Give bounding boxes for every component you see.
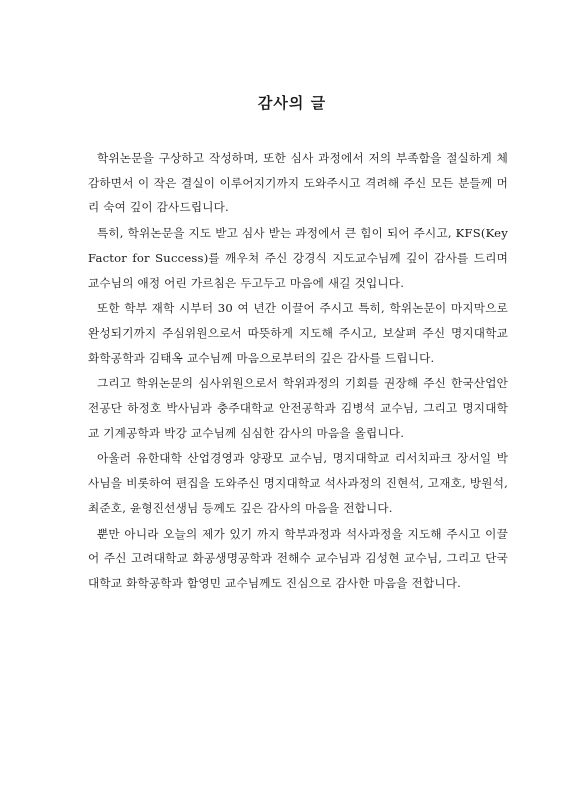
- paragraph-4: 그리고 학위논문의 심사위원으로서 학위과정의 기회를 권장해 주신 한국산업안전공단 하정호 박사님과 충주대학교 안전공학과 김병석 교수님, 그리고 명지대학교 기계공학과 박강 교수님께 심심한 감사의 마음을 올립니다.: [88, 376, 508, 440]
- paragraph-6: 뿐만 아니라 오늘의 제가 있기 까지 학부과정과 석사과정을 지도해 주시고 이끌어 주신 고려대학교 화공생명공학과 전해수 교수님과 김성현 교수님, 그리고 단국대학교 화학공학과 함영민 교수님께도 진심으로 감사한 마음을 전합니다.: [88, 526, 508, 590]
- document-body: [88, 146, 508, 597]
- paragraph-1: 학위논문을 구상하고 작성하며, 또한 심사 과정에서 저의 부족함을 절실하게 체감하면서 이 작은 결실이 이루어지기까지 도와주시고 격려해 주신 모든 분들께 머리 숙여 깊이 감사드립니다.: [88, 151, 508, 215]
- paragraph-3: 또한 학부 재학 시부터 30 여 년간 이끌어 주시고 특히, 학위논문이 마지막으로 완성되기까지 주심위원으로서 따뜻하게 지도해 주시고, 보살펴 주신 명지대학교 화학공학과 김태옥 교수님께 마음으로부터의 깊은 감사를 드립니다.: [88, 301, 508, 365]
- paragraph-5: 아울러 유한대학 산업경영과 양광모 교수님, 명지대학교 리서치파크 장서일 박사님을 비롯하여 편집을 도와주신 명지대학교 석사과정의 진현석, 고재호, 방원석, 최준호, 윤형진선생님 등께도 깊은 감사의 마음을 전합니다.: [88, 451, 508, 515]
- paragraph-2: 특히, 학위논문을 지도 받고 심사 받는 과정에서 큰 힘이 되어 주시고, KFS(Key Factor for Success)를 깨우쳐 주신 강경식 지도교수님께 깊이 감사를 드리며 교수님의 애정 어린 가르침은 두고두고 마음에 새길 것입니다.: [88, 226, 508, 290]
- page-title: 감사의 글: [257, 94, 327, 112]
